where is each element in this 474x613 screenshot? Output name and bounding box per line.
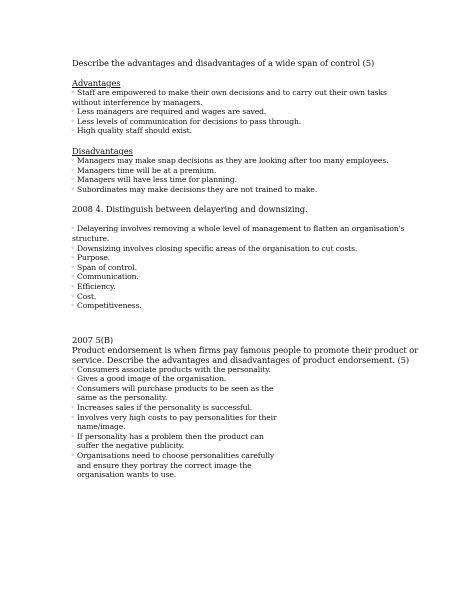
list-item: ◦ High quality staff should exist. xyxy=(72,126,422,136)
list-item: ◦ Cost. xyxy=(72,292,422,302)
list-item: ◦ Managers time will be at a premium. xyxy=(72,166,422,176)
list-item: ◦ Purpose. xyxy=(72,253,422,263)
list-item: ◦ Managers will have less time for planning. xyxy=(72,175,422,185)
list-item: ◦ Increases sales if the personality is successful. xyxy=(72,403,422,413)
disadvantages-heading: Disadvantages xyxy=(72,145,133,156)
list-item: ◦ Managers may make snap decisions as they are looking after too many employees. xyxy=(72,156,422,166)
question-span-of-control: Describe the advantages and disadvantages of a wide span of control (5) xyxy=(72,58,375,68)
list-item: ◦ Competitiveness. xyxy=(72,301,422,311)
list-item: ◦ Staff are empowered to make their own decisions and to carry out their own tasks xyxy=(72,88,422,98)
list-item: ◦ Delayering involves removing a whole level of management to flatten an organisation's xyxy=(72,224,422,234)
list-item: ◦ Less managers are required and wages are saved. xyxy=(72,107,422,117)
list-item: ◦ Consumers associate products with the personality. xyxy=(72,365,422,375)
list-item: ◦ Less levels of communication for decisions to pass through. xyxy=(72,117,422,127)
delayering-list xyxy=(72,224,422,310)
list-item-continuation: and ensure they portray the correct image the xyxy=(77,460,252,470)
list-item-continuation: organisation wants to use. xyxy=(77,470,177,480)
list-item-continuation: name/image. xyxy=(77,422,126,432)
advantages-heading: Advantages xyxy=(72,78,121,88)
list-item: ◦ Efficiency. xyxy=(72,282,422,292)
document-page xyxy=(72,58,422,480)
advantages-list xyxy=(72,88,422,136)
list-item: ◦ Communication. xyxy=(72,272,422,282)
list-item: ◦ Downsizing involves closing specific areas of the organisation to cut costs. xyxy=(72,244,422,254)
list-item: ◦ Subordinates may make decisions they are not trained to make. xyxy=(72,185,422,195)
year-reference: 2007 5(B) xyxy=(72,334,114,345)
list-item-continuation: suffer the negative publicity. xyxy=(77,441,185,451)
list-item-continuation: structure. xyxy=(72,233,110,243)
list-item-continuation: same as the personality. xyxy=(77,393,168,403)
question-product-endorsement-line1: Product endorsement is when firms pay famous people to promote their product or xyxy=(72,344,419,355)
list-item-continuation: without interference by managers. xyxy=(72,97,203,107)
list-item: ◦ Involves very high costs to pay personalities for their xyxy=(72,413,422,423)
list-item: ◦ Span of control. xyxy=(72,263,422,273)
disadvantages-list xyxy=(72,156,422,194)
question-delayering-downsizing: 2008 4. Distinguish between delayering and downsizing. xyxy=(72,204,308,215)
list-item: ◦ Gives a good image of the organisation. xyxy=(72,374,422,384)
list-item: ◦ Consumers will purchase products to be seen as the xyxy=(72,384,422,394)
list-item: ◦ Organisations need to choose personalities carefully xyxy=(72,451,422,461)
endorsement-list xyxy=(72,365,422,480)
list-item: ◦ If personality has a problem then the product can xyxy=(72,432,422,442)
question-product-endorsement-line2: service. Describe the advantages and disadvantages of product endorsement. (5) xyxy=(72,354,410,365)
